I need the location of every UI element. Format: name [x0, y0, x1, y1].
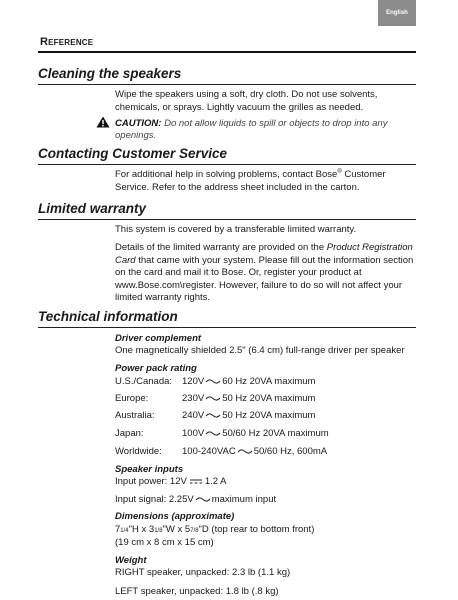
dimensions-metric: (19 cm x 8 cm x 15 cm)	[115, 537, 214, 548]
dims-width-fraction: 1/8	[154, 528, 163, 534]
service-text-a: For additional help in solving problems, contact Bose	[115, 169, 338, 180]
cleaning-title: Cleaning the speakers	[38, 66, 182, 81]
dimensions-imperial	[115, 524, 314, 535]
power-region: Australia:	[115, 410, 155, 421]
cleaning-rule	[38, 84, 416, 85]
dc-symbol-icon	[189, 478, 203, 485]
driver-heading: Driver complement	[115, 333, 202, 344]
ac-wave-icon	[205, 412, 221, 419]
power-spec	[182, 428, 329, 439]
power-spec	[182, 393, 315, 404]
language-tab: English	[378, 0, 416, 26]
input-power	[115, 476, 227, 487]
caution-label: CAUTION:	[115, 118, 162, 129]
power-region: Japan:	[115, 428, 144, 439]
caution-note	[115, 118, 420, 142]
power-volt: 100-240VAC	[182, 446, 236, 457]
ac-wave-icon	[237, 448, 253, 455]
inputs-heading: Speaker inputs	[115, 464, 184, 475]
power-spec	[182, 376, 315, 387]
power-spec	[182, 446, 327, 457]
warranty-rule	[38, 219, 416, 220]
input-signal-label: Input signal: 2.25V	[115, 494, 194, 505]
power-rating: 50/60 Hz, 600mA	[253, 446, 328, 457]
power-region: Worldwide:	[115, 446, 162, 457]
tech-rule	[38, 327, 416, 328]
power-rating: 50 Hz 20VA maximum	[222, 393, 316, 404]
ac-wave-icon	[205, 430, 221, 437]
tech-title: Technical information	[38, 309, 178, 324]
dims-width-unit: "W x 5	[162, 524, 191, 535]
ac-wave-icon	[205, 378, 221, 385]
input-power-label: Input power: 12V	[115, 476, 187, 487]
power-volt: 120V	[182, 376, 205, 387]
warranty-p2	[115, 242, 420, 305]
power-region: U.S./Canada:	[115, 376, 173, 387]
dims-height: 7	[115, 524, 121, 535]
reference-heading: Reference	[40, 36, 94, 48]
power-volt: 230V	[182, 393, 205, 404]
registered-mark: ®	[337, 169, 342, 175]
power-rating: 50/60 Hz 20VA maximum	[222, 428, 329, 439]
power-region: Europe:	[115, 393, 149, 404]
service-text-b: Customer Service. Refer to the address sheet included in the carton.	[115, 169, 386, 193]
input-signal	[115, 494, 276, 505]
reference-rule	[38, 51, 416, 53]
weight-right: RIGHT speaker, unpacked: 2.3 lb (1.1 kg)	[115, 567, 291, 578]
ac-wave-icon	[195, 496, 211, 503]
registration-card-name: Product Registration Card	[115, 242, 413, 266]
dimensions-heading: Dimensions (approximate)	[115, 511, 235, 522]
service-title: Contacting Customer Service	[38, 146, 228, 161]
ac-wave-icon	[205, 395, 221, 402]
warranty-p2-b: that came with your system. Please fill out the information section on the card and mail it to Bose. Or, register your product at www.Bose.com\register. However, failure to do so will not affect your limited warranty rights.	[115, 254, 414, 303]
service-body	[115, 169, 420, 194]
driver-text: One magnetically shielded 2.5" (6.4 cm) full-range driver per speaker	[115, 345, 405, 356]
power-volt: 240V	[182, 410, 205, 421]
input-signal-value: maximum input	[211, 494, 277, 505]
input-power-value: 1.2 A	[204, 476, 227, 487]
caution-text: Do not allow liquids to spill or objects to drop into any openings.	[115, 118, 388, 141]
service-rule	[38, 164, 416, 165]
power-heading: Power pack rating	[115, 363, 197, 374]
warranty-p1: This system is covered by a transferable limited warranty.	[115, 224, 357, 235]
cleaning-body: Wipe the speakers using a soft, dry cloth. Do not use solvents, chemicals, or sprays. Lightly vacuum the grilles as needed.	[115, 89, 378, 113]
dims-height-unit: "H x 3	[128, 524, 155, 535]
weight-heading: Weight	[115, 555, 147, 566]
power-spec	[182, 410, 315, 421]
power-rating: 60 Hz 20VA maximum	[222, 376, 316, 387]
weight-left: LEFT speaker, unpacked: 1.8 lb (.8 kg)	[115, 586, 279, 597]
warranty-p2-a: Details of the limited warranty are provided on the	[115, 242, 327, 253]
dims-height-fraction: 1/4	[120, 528, 129, 534]
warning-icon	[96, 116, 110, 128]
power-rating: 50 Hz 20VA maximum	[222, 410, 316, 421]
warranty-title: Limited warranty	[38, 201, 147, 216]
power-volt: 100V	[182, 428, 205, 439]
dims-depth-unit: "D (top rear to bottom front)	[198, 524, 315, 535]
dims-depth-fraction: 7/8	[190, 528, 199, 534]
